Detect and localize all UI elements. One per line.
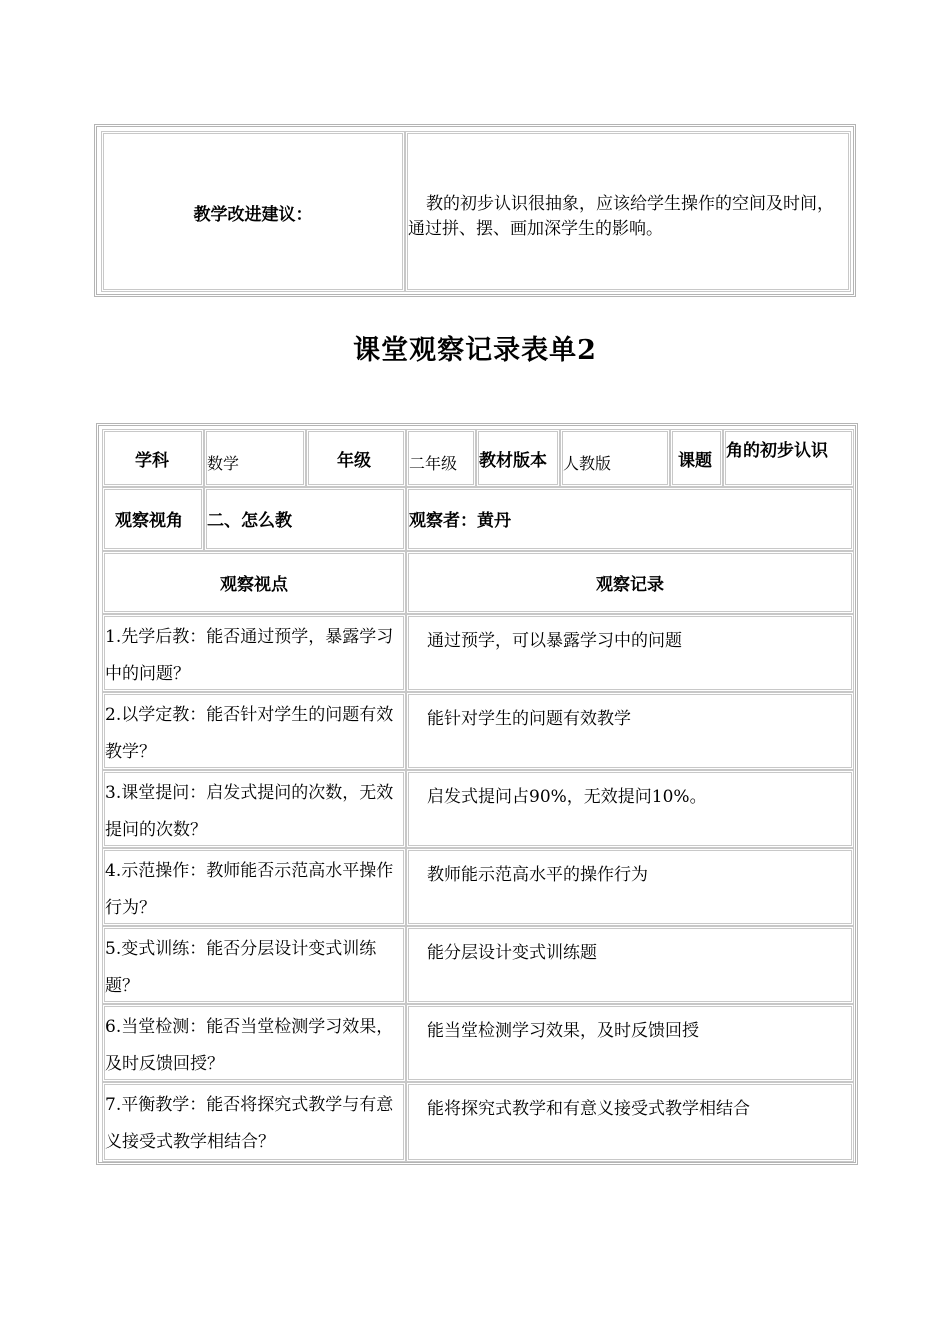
header-point: 观察视点 xyxy=(220,575,288,595)
suggestion-label-cell xyxy=(101,131,405,292)
table-row-record xyxy=(406,848,854,926)
table-row-point xyxy=(102,692,406,770)
observation-record: 启发式提问占90%，无效提问10%。 xyxy=(427,787,707,807)
grade-value: 二年级 xyxy=(409,454,458,473)
observation-record: 能针对学生的问题有效教学 xyxy=(427,709,631,729)
table-row-point xyxy=(102,1004,406,1082)
table-row-point xyxy=(102,848,406,926)
topic-label-cell xyxy=(670,429,723,487)
edition-value-cell xyxy=(560,429,670,487)
header-record-cell xyxy=(406,551,854,614)
perspective-label-cell xyxy=(102,487,204,551)
observation-record: 通过预学，可以暴露学习中的问题 xyxy=(427,631,682,651)
perspective-label: 观察视角 xyxy=(115,511,183,531)
table-row-point xyxy=(102,926,406,1004)
topic-value: 角的初步认识 xyxy=(726,441,828,461)
grade-label-cell xyxy=(306,429,406,487)
observation-point: 4.示范操作：教师能否示范高水平操作行为？ xyxy=(105,861,394,918)
topic-label: 课题 xyxy=(678,451,712,471)
subject-label: 学科 xyxy=(135,451,169,471)
edition-label-cell xyxy=(476,429,560,487)
grade-label: 年级 xyxy=(337,451,371,471)
subject-value: 数学 xyxy=(207,454,240,473)
suggestion-text: 教的初步认识很抽象，应该给学生操作的空间及时间，通过拼、摆、画加深学生的影响。 xyxy=(408,194,834,239)
edition-label: 教材版本 xyxy=(479,451,547,471)
table-row-record xyxy=(406,1082,854,1162)
table-row-record xyxy=(406,926,854,1004)
table-row-point xyxy=(102,1082,406,1162)
header-record: 观察记录 xyxy=(596,575,664,595)
observation-record: 能将探究式教学和有意义接受式教学相结合 xyxy=(427,1099,750,1119)
observation-point: 1.先学后教：能否通过预学，暴露学习中的问题？ xyxy=(105,627,394,684)
observation-point: 2.以学定教：能否针对学生的问题有效教学？ xyxy=(105,705,394,762)
edition-value: 人教版 xyxy=(563,454,612,473)
observer: 观察者：黄丹 xyxy=(409,511,511,531)
table-row-point xyxy=(102,614,406,692)
header-point-cell xyxy=(102,551,406,614)
form-title: 课堂观察记录表单2 xyxy=(353,335,597,366)
table-row-record xyxy=(406,770,854,848)
table-row-record xyxy=(406,614,854,692)
observation-point: 3.课堂提问：启发式提问的次数，无效提问的次数？ xyxy=(105,783,394,840)
observer-cell xyxy=(406,487,854,551)
observation-record: 教师能示范高水平的操作行为 xyxy=(427,865,648,885)
table-row-record xyxy=(406,1004,854,1082)
grade-value-cell xyxy=(406,429,476,487)
perspective-value-cell xyxy=(204,487,406,551)
subject-label-cell xyxy=(102,429,204,487)
table-row-record xyxy=(406,692,854,770)
suggestion-label: 教学改进建议： xyxy=(193,205,313,225)
observation-point: 6.当堂检测：能否当堂检测学习效果，及时反馈回授？ xyxy=(105,1017,394,1074)
observation-record: 能当堂检测学习效果，及时反馈回授 xyxy=(427,1021,699,1041)
observation-point: 5.变式训练：能否分层设计变式训练题？ xyxy=(105,939,377,996)
subject-value-cell xyxy=(204,429,306,487)
observation-table xyxy=(96,423,858,1165)
suggestion-text-cell xyxy=(405,131,851,292)
observation-record: 能分层设计变式训练题 xyxy=(427,943,597,963)
table-row-point xyxy=(102,770,406,848)
perspective-value: 二、怎么教 xyxy=(207,511,292,531)
observation-point: 7.平衡教学：能否将探究式教学与有意义接受式教学相结合？ xyxy=(105,1095,394,1152)
topic-value-cell xyxy=(723,429,854,487)
suggestion-table xyxy=(94,124,856,297)
